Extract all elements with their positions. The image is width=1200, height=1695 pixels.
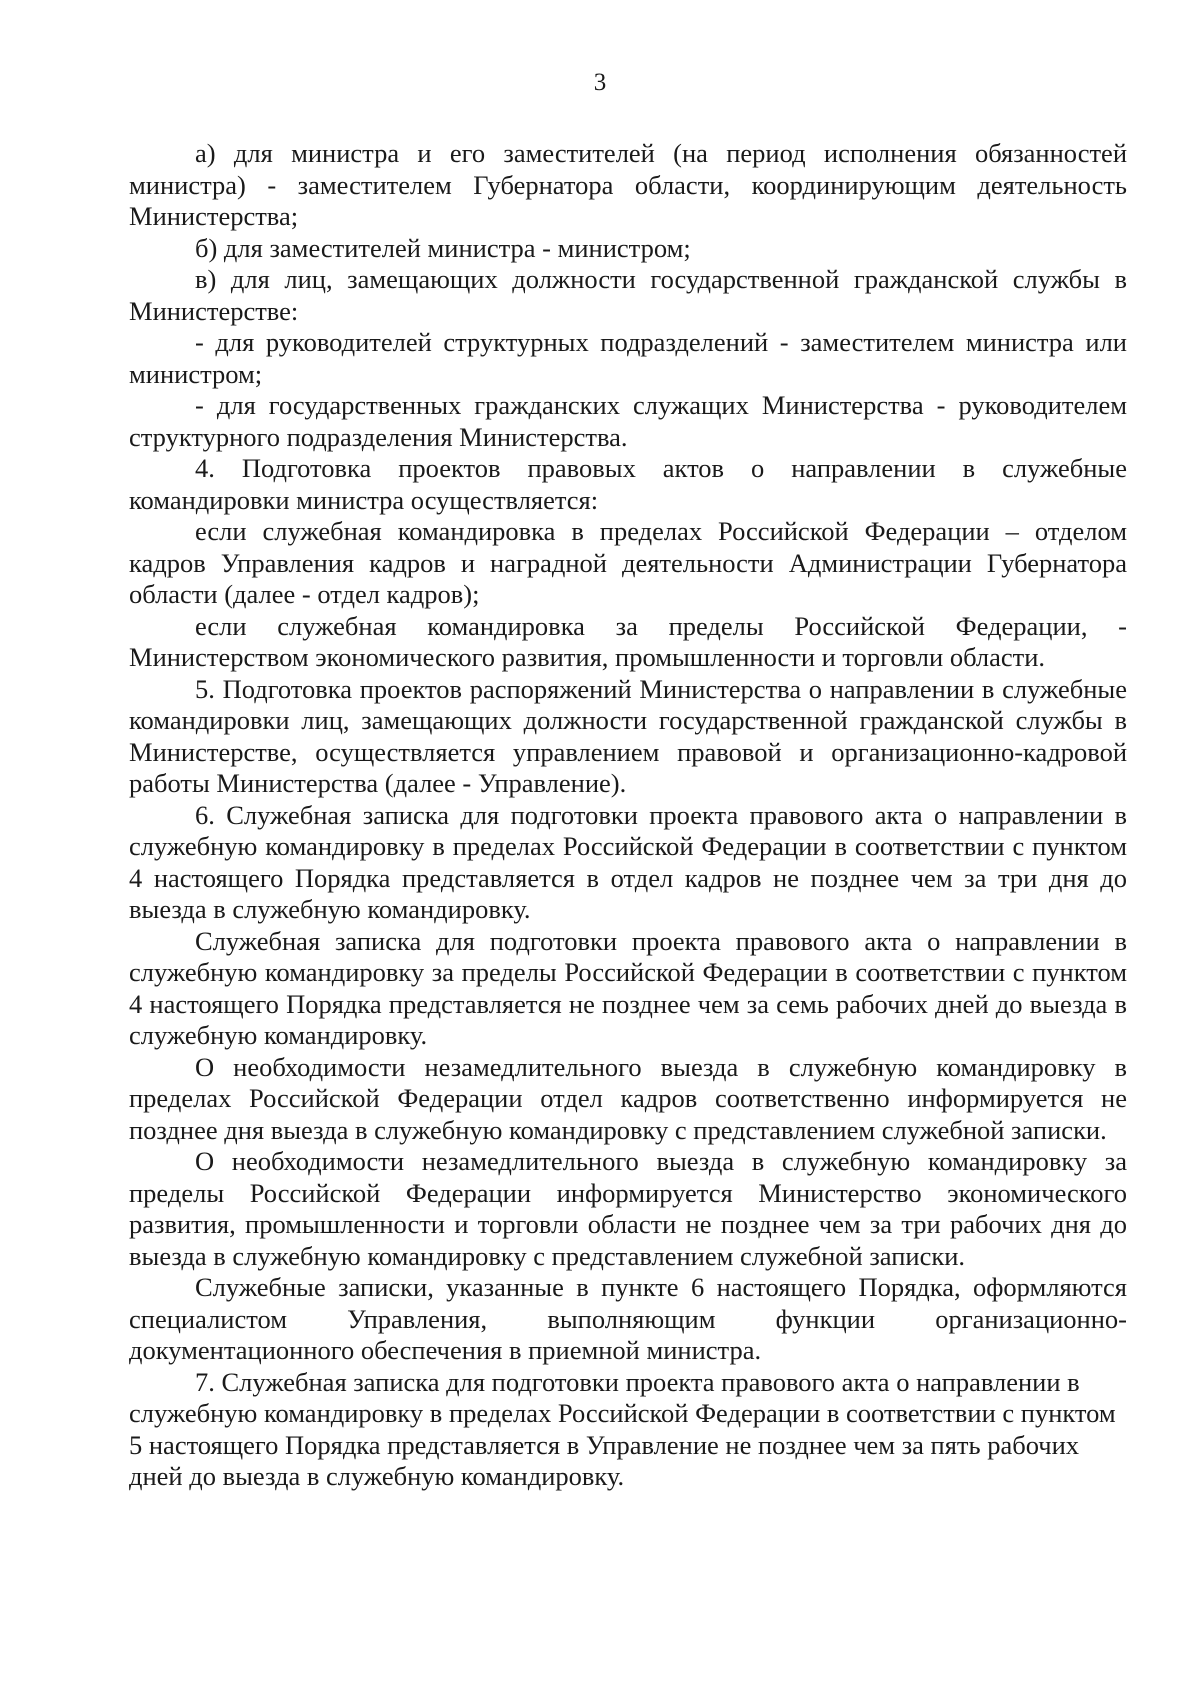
- paragraph-item-b: б) для заместителей министра - министром;: [195, 232, 691, 263]
- page-number: 3: [593, 69, 607, 96]
- paragraph-dash-heads: - для руководителей структурных подразделений - заместителем министра или министром;: [129, 327, 1127, 389]
- paragraph-clause-7: 7. Служебная записка для подготовки проекта правового акта о направлении в служебную командировку в пределах Российской Федерации в соответствии с пунктом 5 настоящего Порядка представляется в Управление не позднее чем за пять рабочих дней до выезда в служебную командировку.: [129, 1366, 1116, 1491]
- paragraph-clause-4-abroad: если служебная командировка за пределы Российской Федерации, - Министерством экономического развития, промышленности и торговли области.: [129, 610, 1127, 672]
- paragraph-clause-4-domestic: если служебная командировка в пределах Российской Федерации – отделом кадров Управления кадров и наградной деятельности Администрации Губернатора области (далее - отдел кадров);: [129, 516, 1127, 609]
- paragraph-clause-6: 6. Служебная записка для подготовки проекта правового акта о направлении в служебную командировку в пределах Российской Федерации в соответствии с пунктом 4 настоящего Порядка представляется в отдел кадров не позднее чем за три дня до выезда в служебную командировку.: [129, 799, 1127, 924]
- paragraph-clause-6-memo-preparation: Служебные записки, указанные в пункте 6 настоящего Порядка, оформляются специалистом Управления, выполняющим функции организационно-документационного обеспечения в приемной министра.: [129, 1272, 1127, 1365]
- paragraph-item-a: а) для министра и его заместителей (на период исполнения обязанностей министра) - заместителем Губернатора области, координирующим деятельность Министерства;: [129, 138, 1127, 231]
- paragraph-dash-servants: - для государственных гражданских служащих Министерства - руководителем структурного подразделения Министерства.: [129, 390, 1127, 452]
- paragraph-item-v: в) для лиц, замещающих должности государственной гражданской службы в Министерстве:: [129, 264, 1127, 326]
- paragraph-clause-6-urgent-domestic: О необходимости незамедлительного выезда в служебную командировку в пределах Российской Федерации отдел кадров соответственно информируется не позднее дня выезда в служебную командировку с представлением служебной записки.: [129, 1051, 1127, 1145]
- paragraph-clause-6-urgent-abroad: О необходимости незамедлительного выезда в служебную командировку за пределы Российской Федерации информируется Министерство экономического развития, промышленности и торговли области не позднее чем за три рабочих дня до выезда в служебную командировку с представлением служебной записки.: [129, 1146, 1127, 1271]
- paragraph-clause-4: 4. Подготовка проектов правовых актов о направлении в служебные командировки министра осуществляется:: [129, 453, 1127, 515]
- document-body: [129, 138, 1127, 1493]
- paragraph-clause-5: 5. Подготовка проектов распоряжений Министерства о направлении в служебные командировки лиц, замещающих должности государственной гражданской службы в Министерстве, осуществляется управлением правовой и организационно-кадровой работы Министерства (далее - Управление).: [129, 673, 1127, 798]
- paragraph-clause-6-abroad-memo: Служебная записка для подготовки проекта правового акта о направлении в служебную командировку за пределы Российской Федерации в соответствии с пунктом 4 настоящего Порядка представляется не позднее чем за семь рабочих дней до выезда в служебную командировку.: [129, 925, 1127, 1050]
